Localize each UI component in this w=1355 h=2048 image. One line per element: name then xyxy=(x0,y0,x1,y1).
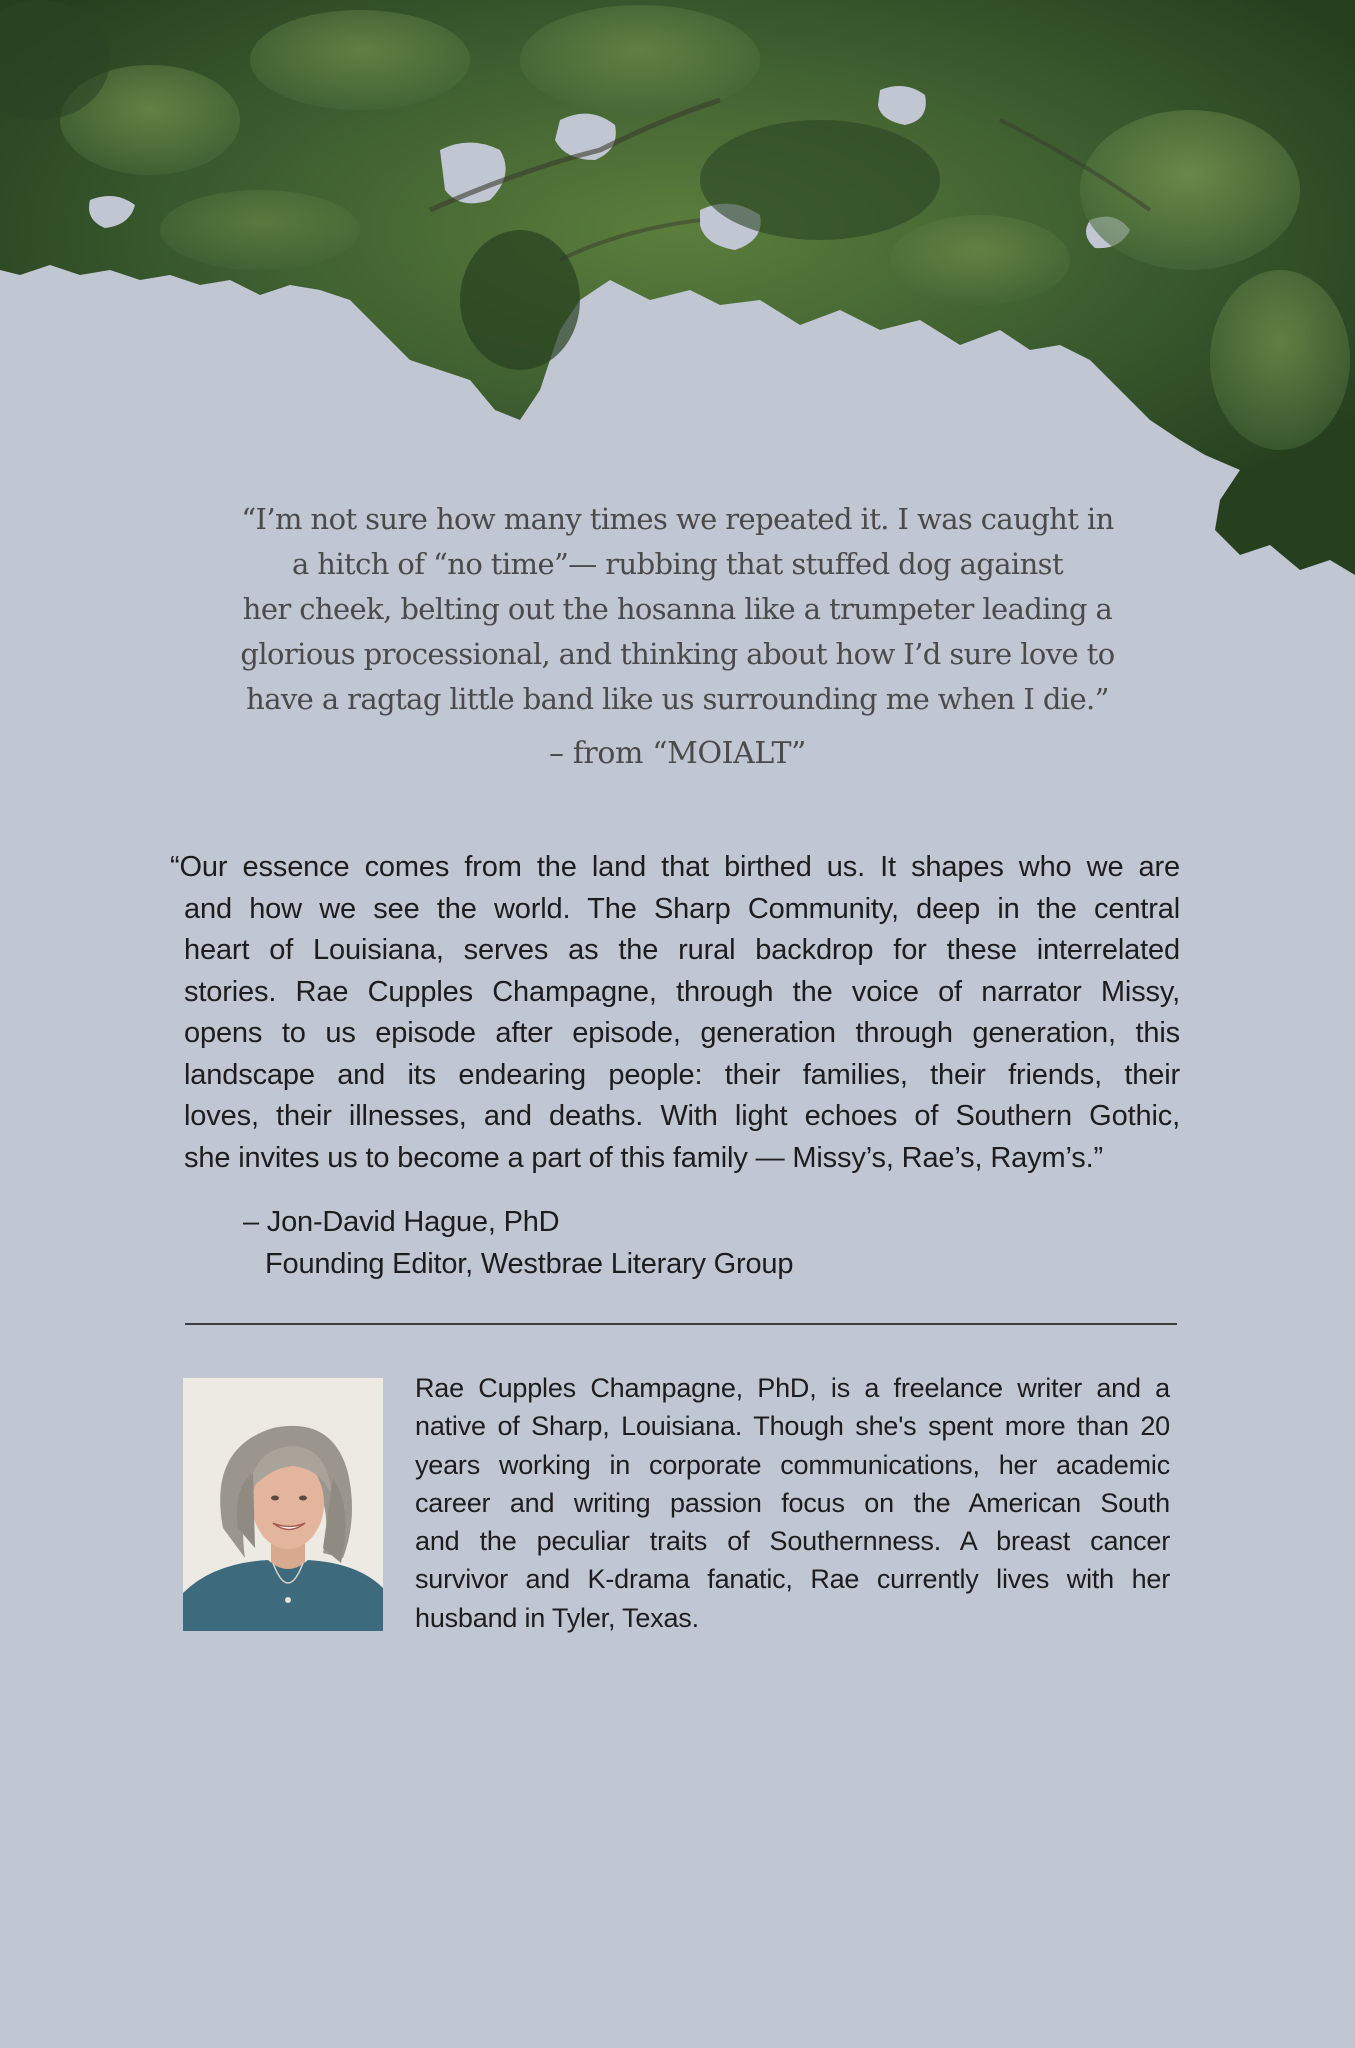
attribution-title: Founding Editor, Westbrae Literary Group xyxy=(265,1247,794,1280)
author-bio xyxy=(415,1369,1170,1637)
review-line: opens to us episode after episode, generation through generation, this xyxy=(184,1017,1180,1049)
excerpt-line: glorious processional, and thinking about how I’d sure love to xyxy=(240,637,1115,671)
excerpt-line: “I’m not sure how many times we repeated it. I was caught in xyxy=(241,502,1114,536)
review-line: and how we see the world. The Sharp Community, deep in the central xyxy=(184,892,1180,925)
bio-line: native of Sharp, Louisiana. Though she's spent more than 20 xyxy=(415,1411,1170,1442)
bio-line: and the peculiar traits of Southernness. A breast cancer xyxy=(415,1526,1170,1557)
review-line: heart of Louisiana, serves as the rural backdrop for these interrelated xyxy=(184,934,1180,966)
review-line: stories. Rae Cupples Champagne, through the voice of narrator Missy, xyxy=(184,975,1180,1008)
bio-line: years working in corporate communications, her academic xyxy=(415,1449,1170,1480)
bio-line: survivor and K-drama fanatic, Rae currently lives with her xyxy=(415,1564,1170,1595)
bio-line: Rae Cupples Champagne, PhD, is a freelance writer and a xyxy=(415,1373,1170,1403)
review-line: landscape and its endearing people: their families, their friends, their xyxy=(184,1058,1180,1091)
section-divider xyxy=(185,1323,1177,1325)
excerpt-source: – from “MOIALT” xyxy=(548,736,806,771)
author-photo xyxy=(183,1378,383,1631)
review-attribution xyxy=(243,1202,793,1285)
review-blurb xyxy=(170,847,1180,1179)
excerpt-line: a hitch of “no time”— rubbing that stuffed dog against xyxy=(291,547,1064,581)
bio-line: career and writing passion focus on the American South xyxy=(415,1487,1170,1518)
excerpt-line: her cheek, belting out the hosanna like a trumpeter leading a xyxy=(242,592,1113,626)
excerpt-quote xyxy=(200,497,1155,722)
bio-line: husband in Tyler, Texas. xyxy=(415,1602,699,1633)
review-line: “Our essence comes from the land that birthed us. It shapes who we are xyxy=(170,851,1180,883)
excerpt-line: have a ragtag little band like us surrounding me when I die.” xyxy=(246,682,1109,716)
review-line: loves, their illnesses, and deaths. With light echoes of Southern Gothic, xyxy=(184,1100,1180,1132)
attribution-name: – Jon-David Hague, PhD xyxy=(243,1206,560,1238)
review-line: she invites us to become a part of this family — Missy’s, Rae’s, Raym’s.” xyxy=(184,1141,1103,1174)
